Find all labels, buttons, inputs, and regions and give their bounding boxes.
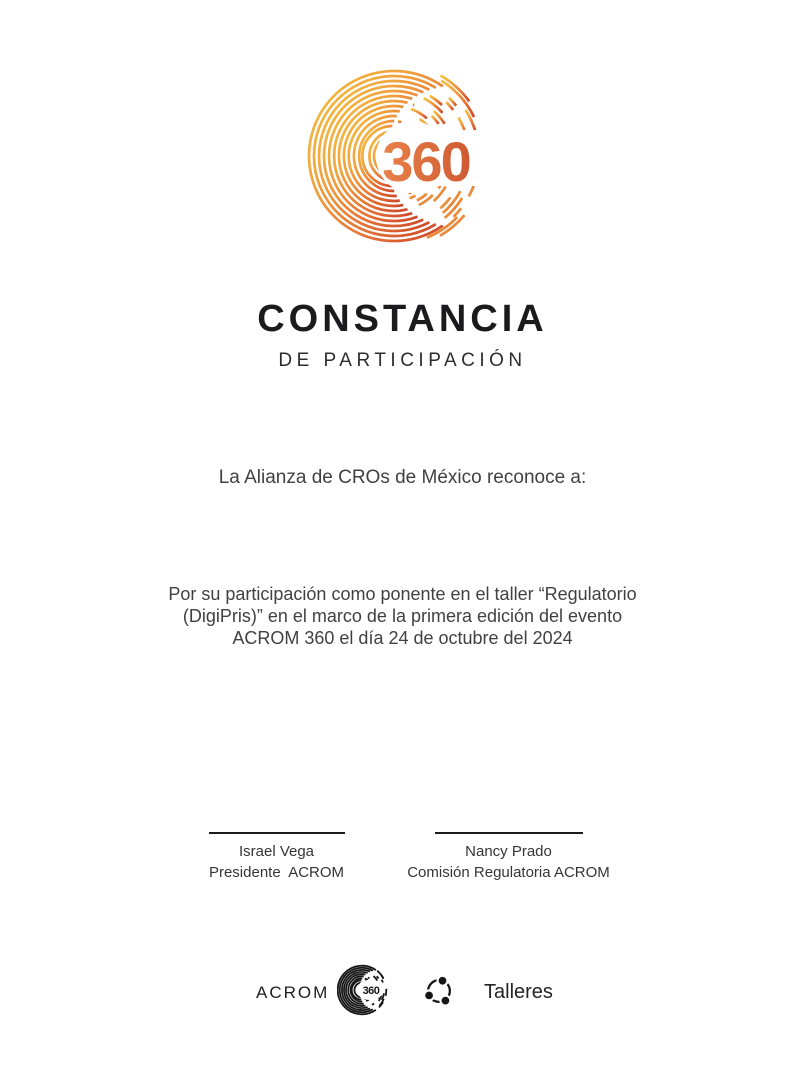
talleres-share-icon	[422, 974, 456, 1008]
acrom-360-logo	[294, 56, 494, 256]
signer-role: Comisión Regulatoria ACROM	[407, 863, 610, 881]
signer-role: Presidente ACROM	[208, 863, 345, 881]
signature-line	[209, 832, 345, 834]
signature-israel-vega	[177, 832, 377, 883]
acrom-360-footer-logo	[337, 964, 389, 1016]
signer-name: Israel Vega	[238, 843, 315, 860]
footer-talleres-label: Talleres	[484, 981, 553, 1003]
certificate-title: CONSTANCIA	[257, 298, 548, 340]
paragraph-line-1: Por su participación como ponente en el taller “Regulatorio	[168, 584, 637, 604]
signature-nancy-prado	[389, 832, 629, 883]
signature-line	[435, 832, 583, 834]
certificate-subtitle: DE PARTICIPACIÓN	[278, 350, 527, 371]
participation-paragraph	[0, 583, 805, 649]
share-icon-dot-top	[439, 977, 447, 985]
signer-name: Nancy Prado	[465, 843, 552, 860]
footer-acrom-wordmark: ACROM	[256, 983, 330, 1002]
paragraph-line-3: ACROM 360 el día 24 de octubre del 2024	[232, 628, 573, 648]
signature-block	[0, 832, 805, 883]
paragraph-line-2: (DigiPris)” en el marco de la primera edición del evento	[182, 606, 623, 626]
footer-logo-360-number: 360	[362, 985, 380, 997]
recognition-intro: La Alianza de CROs de México reconoce a:	[218, 467, 587, 488]
share-icon-dot-right	[442, 997, 450, 1005]
logo-360-number: 360	[382, 130, 470, 193]
share-icon-dot-left	[425, 992, 433, 1000]
